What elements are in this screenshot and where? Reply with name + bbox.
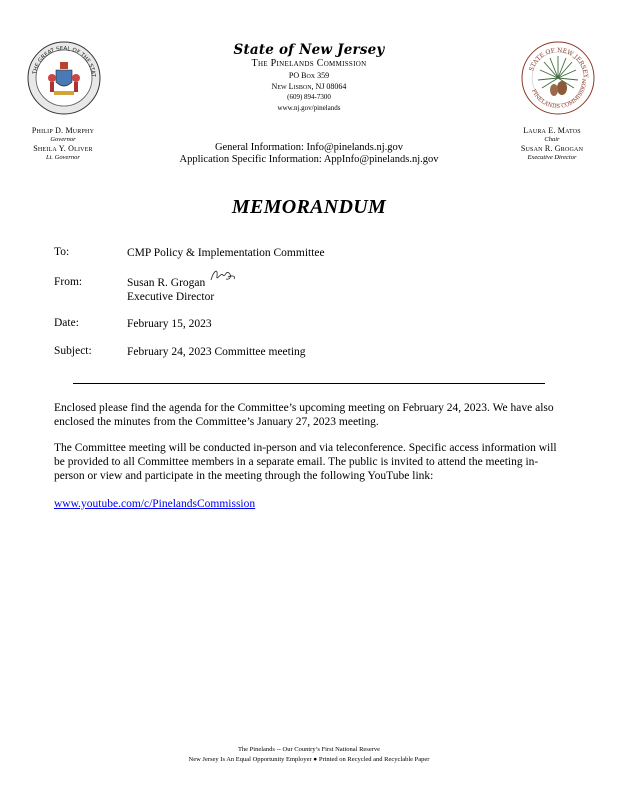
- body-paragraph-2: The Committee meeting will be conducted in-person and via teleconference. Specific access information will be provided to all Committee members in a separate email. The public is invited to attend the meeting in-person or view and participate in the meeting through the following YouTube link:: [54, 442, 557, 482]
- governor-name: Philip D. Murphy: [31, 126, 95, 135]
- lt-governor-role: Lt. Governor: [46, 154, 80, 161]
- contact-info: [0, 142, 618, 166]
- bullet-icon: ●: [313, 756, 318, 763]
- footer-employer: New Jersey Is An Equal Opportunity Employer: [188, 756, 312, 763]
- from-name: Susan R. Grogan: [127, 277, 206, 289]
- body-paragraph-1: Enclosed please find the agenda for the Committee’s upcoming meeting on February 24, 2023. We have also enclosed the minutes from the Committee’s January 27, 2023 meeting.: [54, 402, 554, 428]
- general-info: General Information: Info@pinelands.nj.gov: [214, 142, 404, 153]
- city-line: New Lisbon, NJ 08064: [271, 82, 347, 91]
- memo-title: MEMORANDUM: [231, 196, 387, 218]
- org-name: The Pinelands Commission: [251, 58, 367, 69]
- footer-line-1: The Pinelands -- Our Country’s First National Reserve: [237, 746, 381, 753]
- letterhead: [0, 42, 618, 114]
- governor-role: Governor: [50, 136, 76, 143]
- from-label: From:: [54, 276, 83, 288]
- signature-initials-icon: [208, 266, 238, 291]
- po-box: PO Box 359: [288, 71, 330, 80]
- divider: [73, 383, 545, 384]
- executive-director-role: Executive Director: [527, 154, 577, 161]
- footer: [0, 745, 618, 765]
- to-value: CMP Policy & Implementation Committee: [127, 247, 325, 259]
- date-value: February 15, 2023: [127, 318, 212, 330]
- footer-paper: Printed on Recycled and Recyclable Paper: [318, 756, 430, 763]
- website: www.nj.gov/pinelands: [277, 104, 341, 112]
- youtube-link[interactable]: www.youtube.com/c/PinelandsCommission: [54, 498, 256, 510]
- chair-name: Laura E. Matos: [523, 126, 581, 135]
- date-label: Date:: [54, 317, 79, 329]
- application-info: Application Specific Information: AppInfo@pinelands.nj.gov: [179, 154, 439, 165]
- executive-director-name: Susan R. Grogan: [520, 144, 584, 153]
- subject-label: Subject:: [54, 345, 92, 357]
- svg-text:STATE OF NEW JERSEY: STATE OF NEW JERSEY: [527, 46, 590, 79]
- phone: (609) 894-7300: [287, 93, 331, 101]
- state-title: State of New Jersey: [233, 42, 385, 58]
- from-title: Executive Director: [127, 291, 215, 303]
- footer-line-2: [0, 755, 618, 765]
- svg-text:THE GREAT SEAL OF THE STATE OF: THE GREAT SEAL OF THE STAT: [32, 45, 97, 78]
- to-label: To:: [54, 246, 70, 258]
- chair-role: Chair: [544, 136, 560, 143]
- subject-value: February 24, 2023 Committee meeting: [127, 346, 306, 358]
- lt-governor-name: Sheila Y. Oliver: [33, 144, 93, 153]
- svg-text:PINELANDS COMMISSION: PINELANDS COMMISSION: [530, 78, 589, 111]
